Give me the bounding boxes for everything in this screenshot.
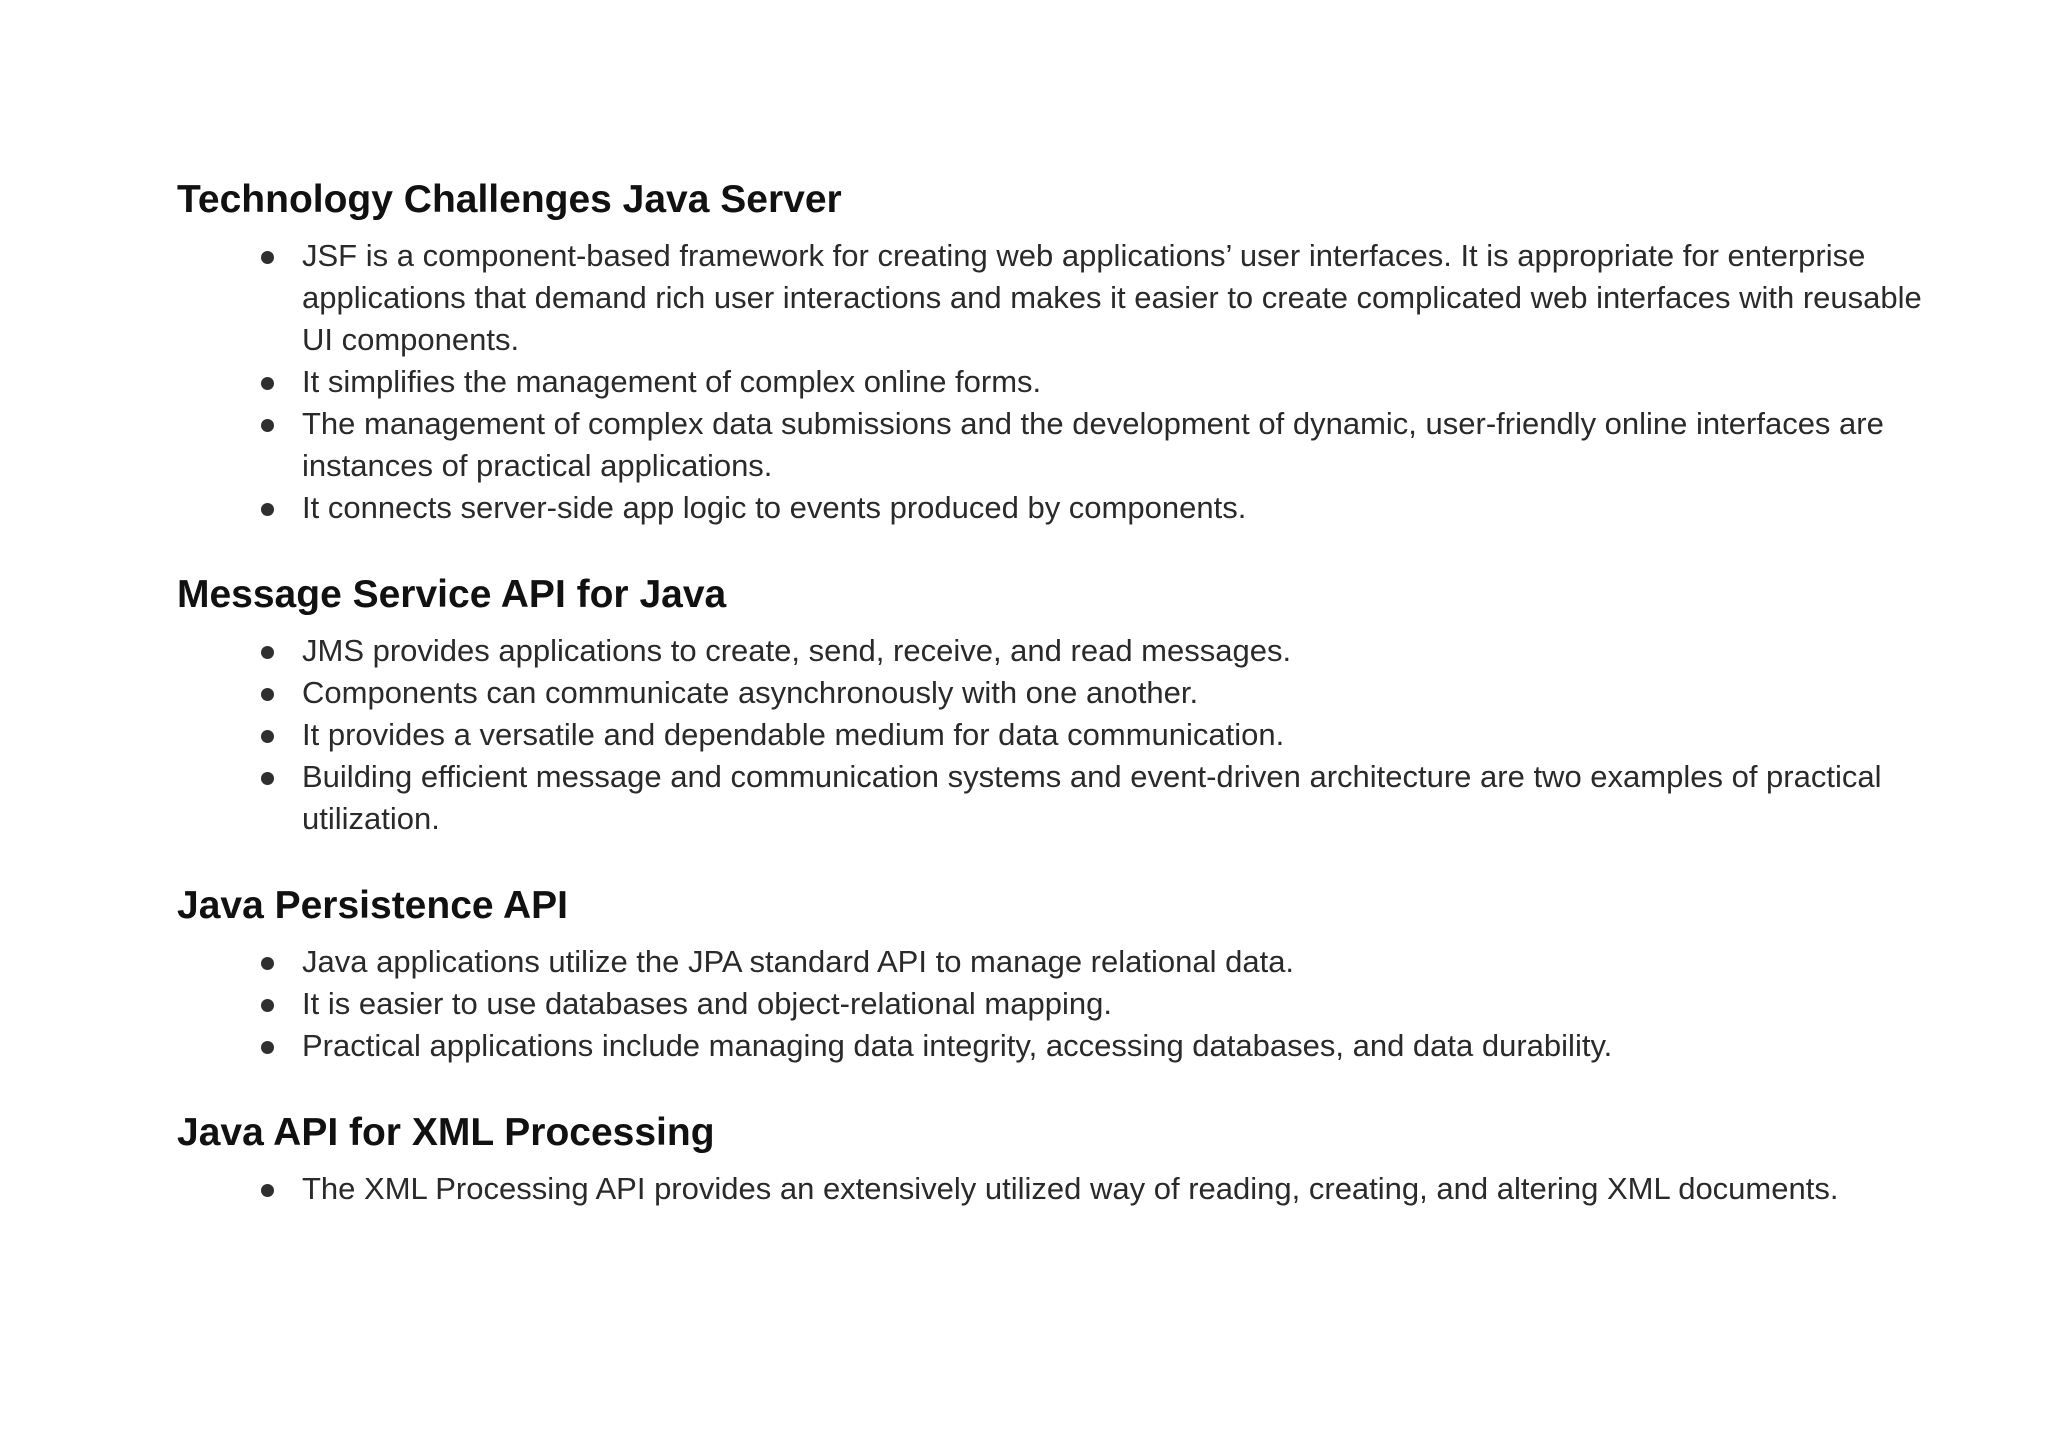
bullet-icon (261, 646, 274, 659)
list-item (177, 235, 1927, 361)
section-jpa (177, 876, 1927, 1067)
bullet-icon (261, 772, 274, 785)
bullet-icon (261, 730, 274, 743)
bullet-icon (261, 957, 274, 970)
section-jsf (177, 170, 1927, 529)
list-item (177, 361, 1927, 403)
list-item-text: Java applications utilize the JPA standard API to manage relational data. (302, 944, 1295, 979)
section-title: Technology Challenges Java Server (177, 178, 842, 221)
bullet-icon (261, 377, 274, 390)
list-item-text: Components can communicate asynchronously with one another. (302, 675, 1199, 710)
list-item-text: JSF is a component-based framework for creating web applications’ user interfaces. It is appropriate for enterprise applications that demand rich user interactions and makes it easier to create complicated web interfaces with reusable UI components. (302, 238, 1922, 357)
list-item (177, 630, 1927, 672)
list-item (177, 487, 1927, 529)
bullet-icon (261, 1184, 274, 1197)
bullet-icon (261, 1041, 274, 1054)
section-jms (177, 565, 1927, 840)
list-item-text: JMS provides applications to create, send, receive, and read messages. (302, 633, 1292, 668)
list-item-text: Building efficient message and communication systems and event-driven architecture are two examples of practical utilization. (302, 759, 1882, 836)
list-item (177, 1168, 1927, 1210)
list-item (177, 756, 1927, 840)
bullet-icon (261, 251, 274, 264)
list-item (177, 941, 1927, 983)
bullet-list (177, 1168, 1927, 1210)
bullet-list (177, 235, 1927, 529)
list-item (177, 403, 1927, 487)
list-item (177, 1025, 1927, 1067)
bullet-icon (261, 503, 274, 516)
list-item (177, 672, 1927, 714)
bullet-list (177, 630, 1927, 840)
list-item-text: The management of complex data submissions and the development of dynamic, user-friendly online interfaces are instances of practical applications. (302, 406, 1884, 483)
list-item-text: Practical applications include managing data integrity, accessing databases, and data durability. (302, 1028, 1613, 1063)
section-title: Java Persistence API (177, 884, 568, 927)
list-item (177, 983, 1927, 1025)
bullet-icon (261, 419, 274, 432)
list-item-text: The XML Processing API provides an extensively utilized way of reading, creating, and altering XML documents. (302, 1171, 1839, 1206)
bullet-icon (261, 999, 274, 1012)
list-item (177, 714, 1927, 756)
list-item-text: It simplifies the management of complex online forms. (302, 364, 1042, 399)
section-jaxp (177, 1103, 1927, 1210)
list-item-text: It provides a versatile and dependable medium for data communication. (302, 717, 1285, 752)
section-title: Message Service API for Java (177, 573, 727, 616)
bullet-list (177, 941, 1927, 1067)
document-content (177, 170, 1927, 1246)
list-item-text: It is easier to use databases and object-relational mapping. (302, 986, 1112, 1021)
list-item-text: It connects server-side app logic to events produced by components. (302, 490, 1247, 525)
bullet-icon (261, 688, 274, 701)
section-title: Java API for XML Processing (177, 1111, 715, 1154)
